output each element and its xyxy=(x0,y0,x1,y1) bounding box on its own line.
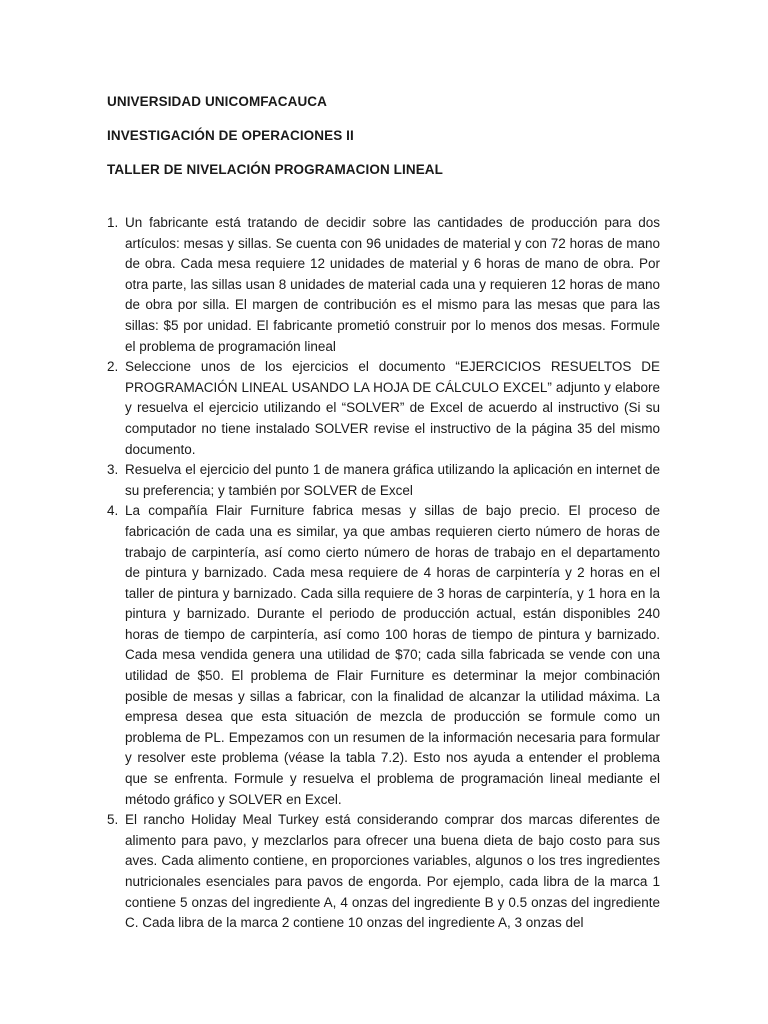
exercise-item-3 xyxy=(107,460,660,501)
exercise-number: 3. xyxy=(107,462,119,478)
exercise-text: Un fabricante está tratando de decidir sobre las cantidades de producción para dos artículos: mesas y sillas. Se cuenta con 96 unidades de material y con 72 horas de mano de obra. Cada mesa requiere 12 unidades de material y 6 horas de mano de obra. Por otra parte, las sillas usan 8 unidades de material cada una y requieren 12 horas de mano de obra por silla. El margen de contribución es el mismo para las mesas que para las sillas: $5 por unidad. El fabricante prometió construir por lo menos dos mesas. Formule el problema de programación lineal xyxy=(125,215,660,354)
exercise-item-2 xyxy=(107,357,660,460)
exercise-number: 5. xyxy=(107,812,119,828)
exercise-text: Seleccione unos de los ejercicios el documento “EJERCICIOS RESUELTOS DE PROGRAMACIÓN LINEAL USANDO LA HOJA DE CÁLCULO EXCEL” adjunto y elabore y resuelva el ejercicio utilizando el “SOLVER” de Excel de acuerdo al instructivo (Si su computador no tiene instalado SOLVER revise el instructivo de la página 35 del mismo documento. xyxy=(125,359,660,457)
exercise-item-1 xyxy=(107,213,660,357)
exercise-text: Resuelva el ejercicio del punto 1 de manera gráfica utilizando la aplicación en internet de su preferencia; y también por SOLVER de Excel xyxy=(125,462,660,498)
exercise-item-4 xyxy=(107,501,660,810)
workshop-title: TALLER DE NIVELACIÓN PROGRAMACION LINEAL xyxy=(107,162,443,177)
exercise-text: La compañía Flair Furniture fabrica mesas y sillas de bajo precio. El proceso de fabricación de cada una es similar, ya que ambas requieren cierto número de horas de trabajo de carpintería, así como cierto número de horas de trabajo en el departamento de pintura y barnizado. Cada mesa requiere de 4 horas de carpintería y 2 horas en el taller de pintura y barnizado. Cada silla requiere de 3 horas de carpintería, y 1 hora en la pintura y barnizado. Durante el periodo de producción actual, están disponibles 240 horas de tiempo de carpintería, así como 100 horas de tiempo de pintura y barnizado. Cada mesa vendida genera una utilidad de $70; cada silla fabricada se vende con una utilidad de $50. El problema de Flair Furniture es determinar la mejor combinación posible de mesas y sillas a fabricar, con la finalidad de alcanzar la utilidad máxima. La empresa desea que esta situación de mezcla de producción se formule como un problema de PL. Empezamos con un resumen de la información necesaria para formular y resolver este problema (véase la tabla 7.2). Esto nos ayuda a entender el problema que se enfrenta. Formule y resuelva el problema de programación lineal mediante el método gráfico y SOLVER en Excel. xyxy=(125,503,660,807)
exercise-text: El rancho Holiday Meal Turkey está considerando comprar dos marcas diferentes de alimento para pavo, y mezclarlos para ofrecer una buena dieta de bajo costo para sus aves. Cada alimento contiene, en proporciones variables, algunos o los tres ingredientes nutricionales esenciales para pavos de engorda. Por ejemplo, cada libra de la marca 1 contiene 5 onzas del ingrediente A, 4 onzas del ingrediente B y 0.5 onzas del ingrediente C. Cada libra de la marca 2 contiene 10 onzas del ingrediente A, 3 onzas del xyxy=(125,812,660,931)
document-header xyxy=(107,93,667,195)
exercise-number: 2. xyxy=(107,359,119,375)
exercise-list xyxy=(107,213,660,934)
course-title: INVESTIGACIÓN DE OPERACIONES II xyxy=(107,128,354,143)
exercise-item-5 xyxy=(107,810,660,934)
exercise-number: 4. xyxy=(107,503,119,519)
exercise-number: 1. xyxy=(107,215,119,230)
university-title: UNIVERSIDAD UNICOMFACAUCA xyxy=(107,94,328,109)
